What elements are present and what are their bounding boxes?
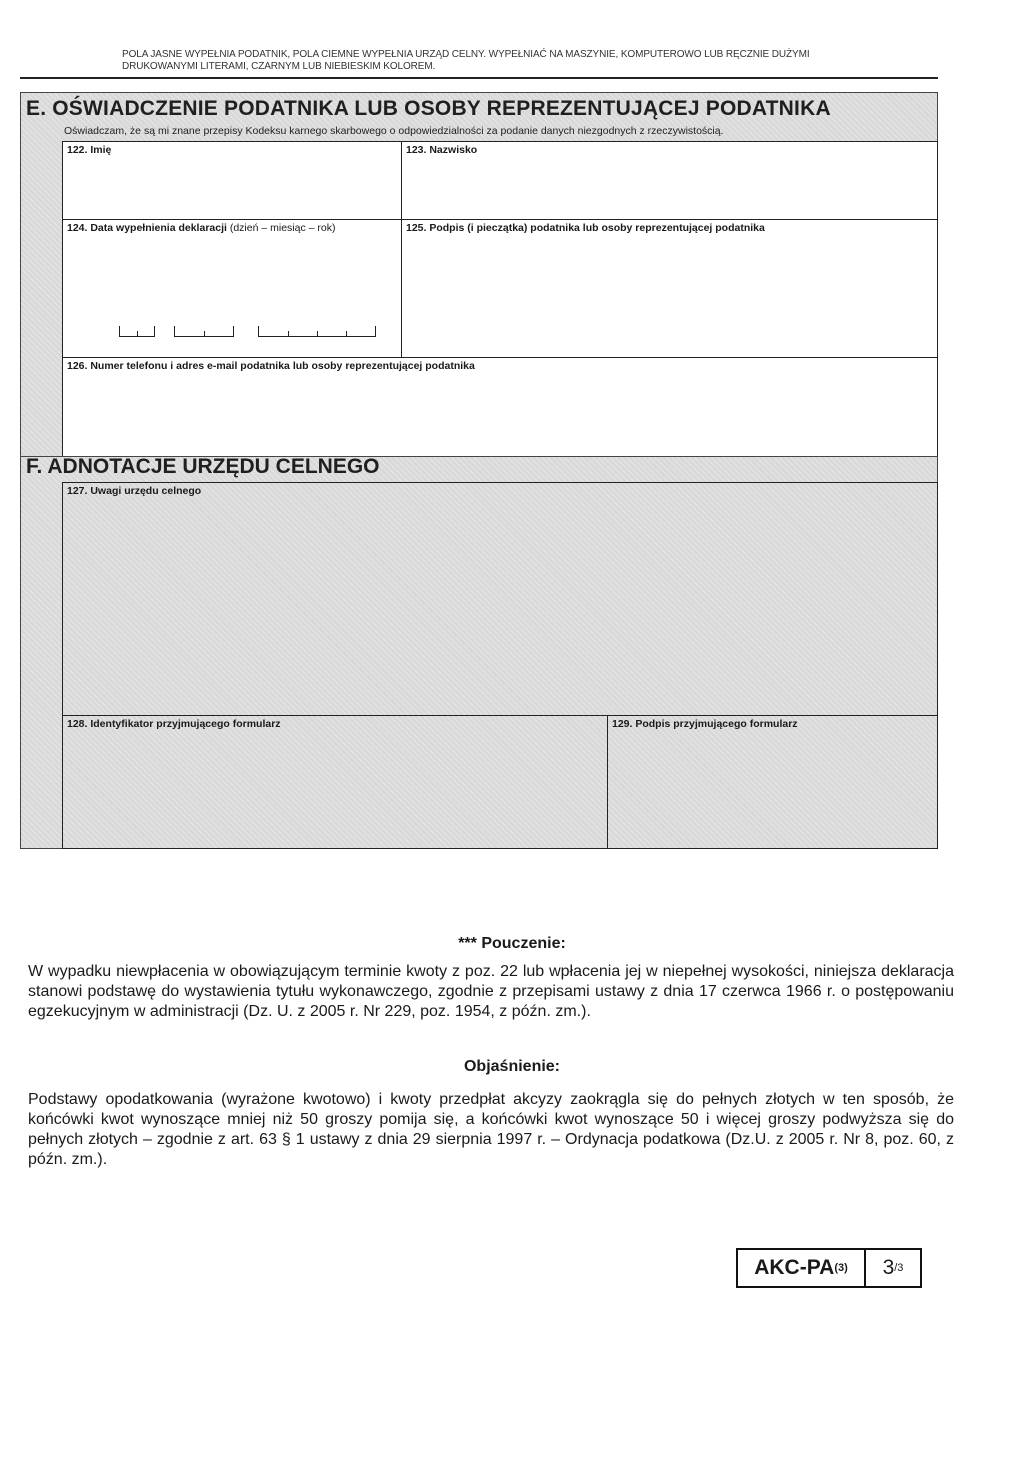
form-version: (3) — [834, 1262, 848, 1274]
form-code-text: AKC-PA — [754, 1256, 835, 1279]
date-year-divider — [346, 331, 347, 336]
explanation-body: Podstawy opodatkowania (wyrażone kwotowo) i kwoty przedpłat akcyzy zaokrągla się do pełnych złotych w ten sposób, że końcówki kwot wynoszące mniej niż 50 groszy pomija się, a końcówki kwot wynoszące 50 i więcej groszy podwyższa się do pełnych złotych – zgodnie z art. 63 § 1 ustawy z dnia 29 sierpnia 1997 r. – Ordynacja podatkowa (Dz.U. z 2005 r. Nr 8, poz. 60, z późn. zm.). — [28, 1091, 954, 1168]
section-f-title: F. ADNOTACJE URZĘDU CELNEGO — [26, 455, 380, 478]
receiver-id-label: 128. Identyfikator przyjmującego formularz — [67, 718, 281, 730]
fill-date-label-text: 124. Data wypełnienia deklaracji — [67, 222, 227, 234]
form-code — [738, 1250, 866, 1286]
receiver-signature-label: 129. Podpis przyjmującego formularz — [612, 718, 798, 730]
date-year-divider — [317, 331, 318, 336]
date-month-boxes[interactable] — [174, 326, 234, 337]
instructions-body: W wypadku niewpłacenia w obowiązującym terminie kwoty z poz. 22 lub wpłacenia jej w niepełnej wysokości, niniejsza deklaracja stanowi podstawę do wystawienia tytułu wykonawczego, zgodnie z przepisami ustawy z dnia 17 czerwca 1966 r. o postępowaniu egzekucyjnym w administracji (Dz. U. z 2005 r. Nr 229, poz. 1954, z późn. zm.). — [28, 963, 954, 1020]
signature-label: 125. Podpis (i pieczątka) podatnika lub osoby reprezentującej podatnika — [406, 222, 765, 234]
page-total: /3 — [894, 1262, 904, 1274]
fill-date-format-hint: (dzień – miesiąc – rok) — [229, 222, 336, 234]
receiver-id-field — [62, 715, 608, 849]
customs-remarks-label: 127. Uwagi urzędu celnego — [67, 485, 202, 497]
last-name-field[interactable] — [401, 141, 938, 220]
header-divider — [20, 77, 938, 79]
customs-remarks-field — [62, 482, 938, 716]
page-number: 3 — [882, 1256, 895, 1279]
date-year-boxes[interactable] — [258, 326, 376, 337]
first-name-field[interactable] — [62, 141, 402, 220]
header-note-line-2: DRUKOWANYMI LITERAMI, CZARNYM LUB NIEBIESKIM KOLOREM. — [122, 61, 436, 72]
receiver-signature-field — [607, 715, 938, 849]
date-day-divider — [137, 331, 138, 336]
header-note-line-1: POLA JASNE WYPEŁNIA PODATNIK, POLA CIEMNE WYPEŁNIA URZĄD CELNY. WYPEŁNIAĆ NA MASZYNIE, KOMPUTEROWO LUB RĘCZNIE DUŻYMI — [122, 49, 810, 60]
page-indicator — [866, 1250, 920, 1286]
section-e-title: E. OŚWIADCZENIE PODATNIKA LUB OSOBY REPREZENTUJĄCEJ PODATNIKA — [26, 97, 831, 120]
instructions-title: *** Pouczenie: — [458, 935, 566, 952]
explanation-title: Objaśnienie: — [463, 1058, 561, 1075]
first-name-label: 122. Imię — [67, 144, 112, 156]
date-day-boxes[interactable] — [119, 326, 155, 337]
declaration-statement: Oświadczam, że są mi znane przepisy Kodeksu karnego skarbowego o odpowiedzialności za podanie danych niezgodnych z rzeczywistością. — [64, 125, 724, 137]
phone-email-label: 126. Numer telefonu i adres e-mail podatnika lub osoby reprezentującej podatnika — [67, 360, 475, 372]
last-name-label: 123. Nazwisko — [406, 144, 478, 156]
phone-email-field[interactable] — [62, 357, 938, 457]
signature-field[interactable] — [401, 219, 938, 358]
date-year-divider — [288, 331, 289, 336]
fill-date-field[interactable] — [62, 219, 402, 358]
date-month-divider — [204, 331, 205, 336]
form-identifier-box — [736, 1248, 922, 1288]
fill-instructions-header — [122, 49, 922, 73]
fill-date-label — [67, 222, 335, 234]
